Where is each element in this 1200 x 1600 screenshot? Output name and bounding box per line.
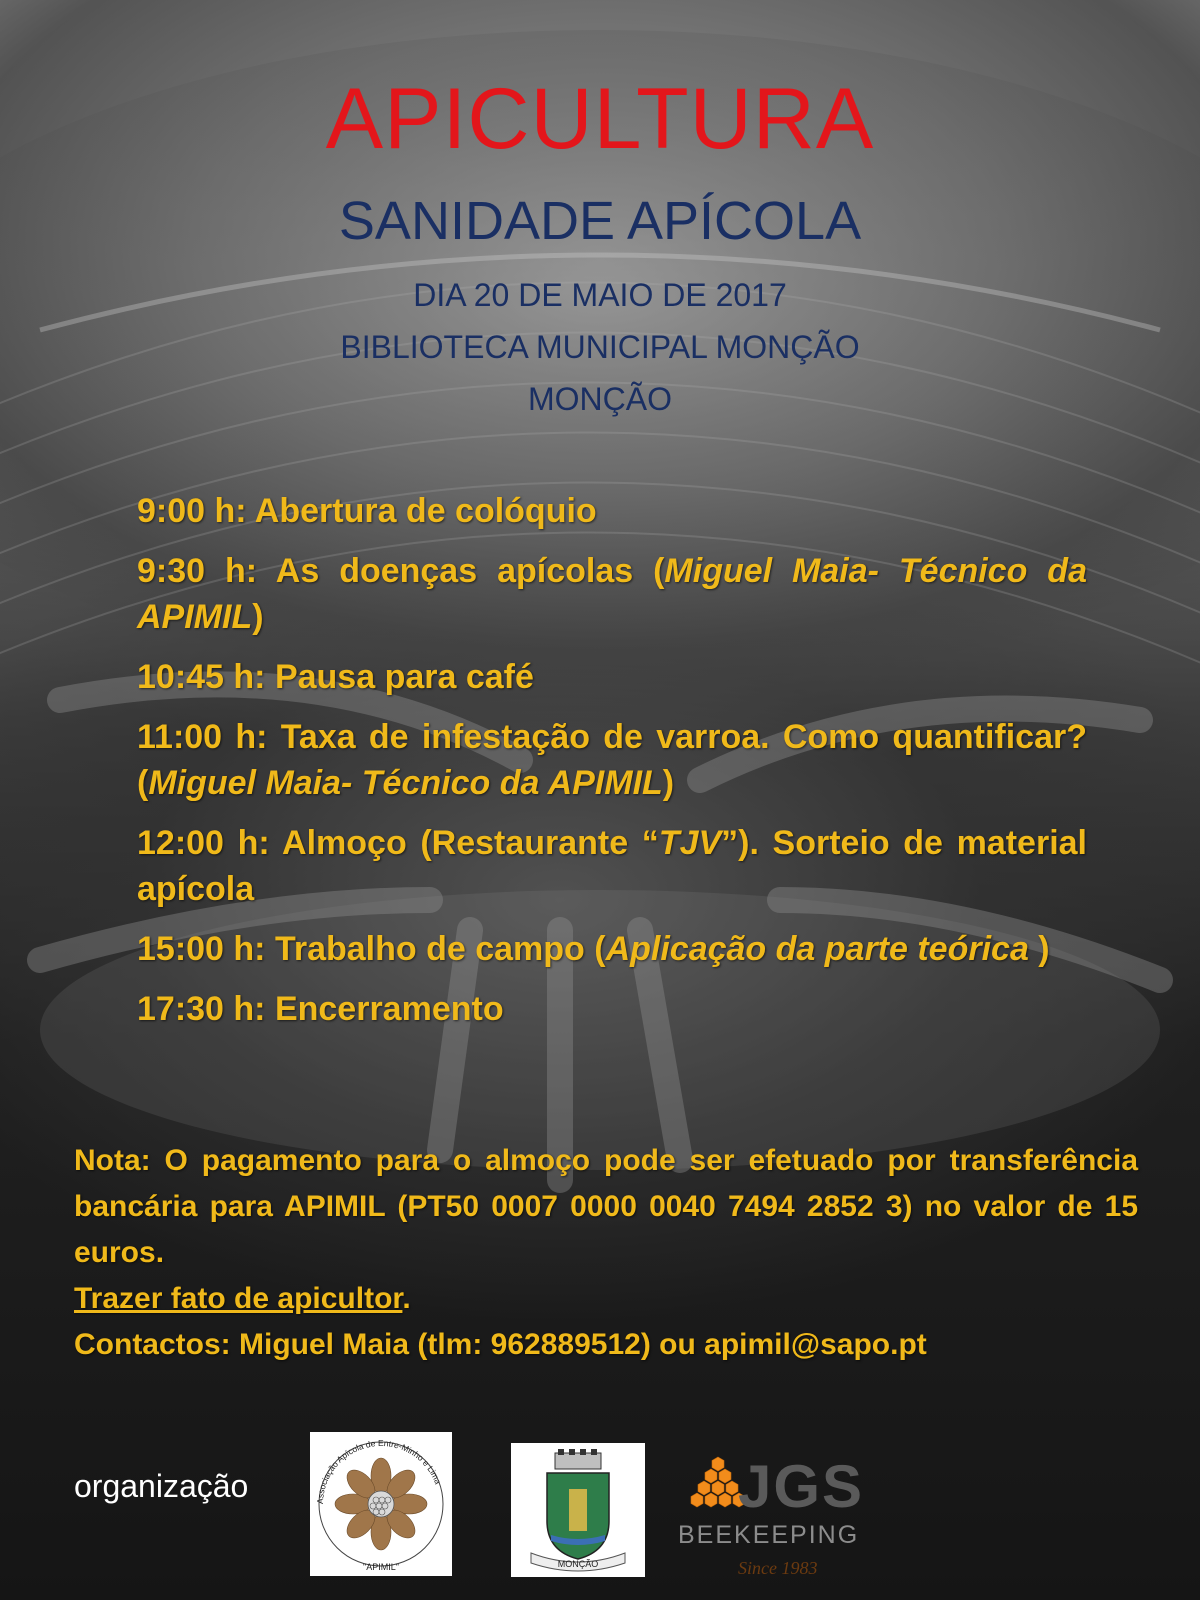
apimil-ring-text: Associação Apícola de Entre-Minho e Lima: [314, 1437, 444, 1505]
schedule-text: Encerramento: [265, 990, 504, 1028]
poster-title: APICULTURA: [325, 71, 875, 167]
equipment-notice-text: Trazer fato de apicultor: [74, 1282, 403, 1315]
schedule-time: 10:45 h:: [137, 658, 266, 696]
event-venue: BIBLIOTECA MUNICIPAL MONÇÃO: [340, 329, 860, 365]
apimil-logo: [310, 1432, 452, 1576]
beekeeping-label: BEEKEEPING: [678, 1521, 860, 1549]
schedule-item: [137, 488, 1087, 534]
schedule-text-end: ): [252, 598, 264, 636]
schedule-text-end: ”). Sorteio de material apícola: [137, 824, 1087, 908]
schedule-item: [137, 654, 1087, 700]
poster-subtitle: SANIDADE APÍCOLA: [338, 191, 862, 251]
schedule-list: [137, 488, 1087, 1046]
schedule-text: Trabalho de campo (: [265, 930, 606, 968]
payment-note-text: Nota: O pagamento para o almoço pode ser efetuado por transferência bancária para APIMIL (PT50 0007 0000 0040 7494 2852 3) no valor de 15 euros.: [74, 1144, 1138, 1269]
schedule-text: As doenças apícolas (: [257, 552, 665, 590]
jgs-logo-text: JGS: [738, 1453, 865, 1520]
schedule-text: Abertura de colóquio: [246, 492, 597, 530]
schedule-text: Pausa para café: [265, 658, 534, 696]
schedule-text: Taxa de infestação de varroa. Como quantificar?(: [137, 718, 1087, 802]
event-date: DIA 20 DE MAIO DE 2017: [413, 277, 787, 313]
schedule-text-end: ): [662, 764, 675, 802]
schedule-time: 9:30 h:: [137, 552, 258, 590]
payment-note: [74, 1138, 1138, 1368]
schedule-item: [137, 926, 1087, 972]
schedule-time: 15:00 h:: [137, 930, 266, 968]
schedule-text: Almoço (Restaurante “: [269, 824, 659, 862]
restaurant-name: TJV: [658, 824, 722, 862]
contacts-line: Contactos: Miguel Maia (tlm: 962889512) ou apimil@sapo.pt: [74, 1328, 927, 1361]
schedule-item: [137, 548, 1087, 640]
event-town: MONÇÃO: [528, 381, 672, 417]
moncao-coat-of-arms: [511, 1443, 645, 1577]
schedule-detail: Aplicação da parte teórica: [605, 930, 1029, 968]
schedule-time: 9:00 h:: [137, 492, 247, 530]
schedule-speaker: Miguel Maia- Técnico da APIMIL: [137, 552, 1087, 636]
since-label: Since 1983: [738, 1558, 818, 1578]
organization-label: organização: [74, 1468, 249, 1504]
equipment-notice-period: .: [402, 1282, 411, 1315]
apimil-logo-name: "APIMIL": [363, 1562, 399, 1572]
schedule-time: 17:30 h:: [137, 990, 266, 1028]
schedule-time: 11:00 h:: [137, 718, 268, 756]
schedule-text-end: ): [1028, 930, 1050, 968]
schedule-item: [137, 714, 1087, 806]
schedule-item: [137, 986, 1087, 1032]
equipment-notice: [74, 1276, 1138, 1322]
schedule-time: 12:00 h:: [137, 824, 270, 862]
coat-of-arms-banner: MONÇÃO: [557, 1559, 599, 1569]
schedule-item: [137, 820, 1087, 912]
schedule-speaker: Miguel Maia- Técnico da APIMIL: [148, 764, 663, 802]
